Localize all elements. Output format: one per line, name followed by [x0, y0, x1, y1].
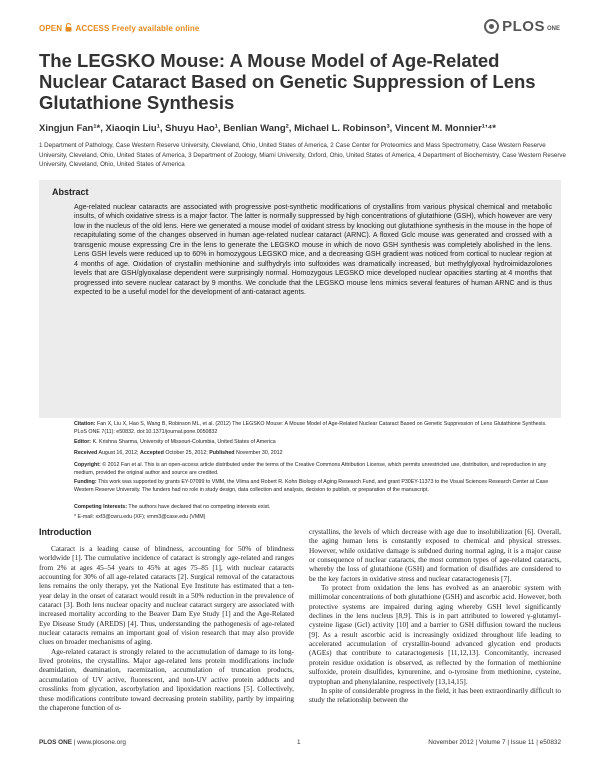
open-access-lock-icon: [65, 23, 72, 32]
paragraph: To protect from oxidation the lens has evolved as an anaerobic system with millimolar concentrations of both glutathione (GSH) and ascorbic acid. However, both protective systems are impaired during aging whereby GSH level significantly declines in the lens nucleus [8,9]. This is in part attributed to lowered γ-glutamyl-cysteine ligase (Gcl) activity [10] and a barrier to GSH diffusion toward the nucleus [9]. As a result ascorbic acid is increasingly oxidized throughout life leading to accelerated accumulation of crystallin-bound advanced glycation end products (AGEs) that contribute to cataractogenesis [11,12,13]. Concomitantly, increased protein residue oxidation is observed, as reflected by the formation of methionine sulfoxide, protein disulfides, kynurenine, and o-tyrosine from methionine, cysteine, tryptophan and phenylalanine, respectively [13,14,15].: [309, 584, 561, 686]
paragraph: In spite of considerable progress in the field, it has been extraordinarily difficult to study the relationship between the: [309, 686, 561, 705]
paragraph: crystallins, the levels of which decrease with age due to insolubilization [6]. Overall, the aging human lens is constantly exposed to chemical and physical stresses. However, while oxidative damage is subdued during normal aging, it is a major cause or consequence of nuclear cataracts, the most common types of age-related cataracts, whereby the loss of glutathione (GSH) and formation of disulfides are considered to be the key factors in oxidative stress and nuclear cataractogenesis [7].: [309, 528, 561, 583]
plos-logo-suffix: ONE: [546, 26, 560, 32]
article-title: The LEGSKO Mouse: A Mouse Model of Age-Related Nuclear Cataract Based on Genetic Suppression of Lens Glutathione Synthesis: [39, 50, 536, 113]
affiliations: 1 Department of Pathology, Case Western Reserve University, Cleveland, Ohio, United States of America, 2 Case Center for Proteomics and Mass Spectrometry, Case Western Reserve University, Cleveland, Ohio, United States of America, 3 Department of Zoology, Miami University, Oxford, Ohio, United States of America, 4 Department of Biochemistry, Case Western Reserve University, Cleveland, Ohio, United States of America: [39, 142, 566, 168]
funding-line: Funding: This work was supported by grants EY-07099 to VMM, the Vilma and Robert R. Kohn Biology of Aging Research Fund, and grant P30EY-11373 to the Visual Sciences Research Center at Case Western Reserve University. The funders had no role in study design, data collection and analysis, decision to publish, or preparation of the manuscript.: [74, 479, 549, 493]
author-list: Xingjun Fan¹*, Xiaoqin Liu¹, Shuyu Hao¹, Benlian Wang², Michael L. Robinson³, Vincent M. Monnier¹ʼ⁴*: [39, 123, 497, 134]
open-access-banner: [39, 23, 199, 33]
freely-available-label: Freely available online: [111, 24, 200, 33]
citation-line: Citation: Fan X, Liu X, Hao S, Wang B, Robinson ML, et al. (2012) The LEGSKO Mouse: A Mouse Model of Age-Related Nuclear Cataract Based on Genetic Suppression of Lens Glutathione Synthesis. PLoS ONE 7(11): e50832. doi:10.1371/journal.pone.0050832: [74, 421, 547, 435]
abstract-box: [39, 180, 561, 418]
plos-logo-icon: [484, 19, 499, 34]
page-footer: [39, 739, 561, 753]
paragraph: Cataract is a leading cause of blindness, accounting for 50% of blindness worldwide [1]. The cumulative incidence of cataract is strongly age-related and ranges from 2% at ages 45–54 years to 45% at ages 75–85 [1], with nuclear cataracts accounting for 30% of all age-related cataracts [2]. Surgical removal of the cataractous lens remains the only therapy, yet the National Eye Institute has estimated that a ten-year delay in the onset of cataract would result in a 50% reduction in the prevalence of cataract [3]. Both lens nuclear opacity and nuclear cataract surgery are associated with increased mortality according to the Beaver Dam Eye Study [1] and the Age-Related Eye Disease Study (AREDS) [4]. Thus, understanding the pathogenesis of age-related nuclear cataracts remains an important goal of vision research that may also provide clues on broader mechanisms of aging.: [39, 545, 294, 647]
footer-issue: November 2012 | Volume 7 | Issue 11 | e50832: [428, 739, 561, 746]
footer-journal: PLOS ONE | www.plosone.org: [39, 739, 126, 746]
competing-interests-line: Competing Interests: The authors have declared that no competing interests exist.: [74, 504, 271, 510]
copyright-line: Copyright: © 2012 Fan et al. This is an open-access article distributed under the terms of the Creative Commons Attribution License, which permits unrestricted use, distribution, and reproduction in any medium, provided the original author and source are credited.: [74, 462, 547, 476]
introduction-heading: Introduction: [39, 527, 92, 537]
abstract-heading: Abstract: [52, 187, 89, 197]
plos-logo-text: PLOS: [502, 17, 545, 35]
open-label: OPEN: [39, 24, 63, 33]
dates-line: Received August 16, 2012; Accepted October 25, 2012; Published November 30, 2012: [74, 450, 283, 456]
footer-site-link[interactable]: www.plosone.org: [77, 739, 126, 746]
body-column-right: [309, 528, 561, 706]
journal-logo: [484, 17, 560, 35]
access-label: ACCESS: [75, 24, 110, 33]
abstract-text: Age-related nuclear cataracts are associated with progressive post-synthetic modifications of crystallins from various physical chemical and metabolic insults, of which oxidative stress is a major factor. The latter is normally suppressed by high concentrations of glutathione (GSH), which however are very low in the nucleus of the old lens. Here we generated a mouse model of oxidant stress by knocking out glutathione synthesis in the mouse in the hope of recapitulating some of the changes observed in human age-related nuclear cataract (ARNC). A floxed Gclc mouse was generated and crossed with a transgenic mouse expressing Cre in the lens to generate the LEGSKO mouse in which de novo GSH synthesis was completely abolished in the lens. Lens GSH levels were reduced up to 60% in homozygous LEGSKO mice, and a decreasing GSH gradient was noticed from cortical to nuclear region at 4 months of age. Oxidation of crystallin methionine and sulfhydryls into sulfoxides was dramatically increased, but methylglyoxal hydroimidazolones levels that are GSH/glyoxalase dependent were surprisingly normal. Homozygous LEGSKO mice developed nuclear opacities starting at 4 months that progressed into severe nuclear cataract by 9 months. We conclude that the LEGSKO mouse lens mimics several features of human ARNC and is thus expected to be a useful model for the development of anti-cataract agents.: [74, 204, 552, 297]
body-column-left: [39, 545, 294, 713]
editor-line: Editor: K. Krishna Sharma, University of Missouri-Columbia, United States of America: [74, 439, 276, 445]
email-line: * E-mail: xxf3@cwru.edu (XF); vmm3@case.edu (VMM): [74, 514, 206, 520]
page-number: 1: [297, 739, 301, 746]
paragraph: Age-related cataract is strongly related to the accumulation of damage to its long-lived proteins, the crystallins. Major age-related lens protein modifications include deamidation, deamination, racemization, accumulation of truncation products, accumulation of UV active, fluorescent, and non-UV active protein adducts and crosslinks from glycation, ascorbylation and lipoxidation reactions [5]. Collectively, these modifications contribute toward decreasing protein stability, partly by impairing the chaperone function of α-: [39, 647, 294, 712]
